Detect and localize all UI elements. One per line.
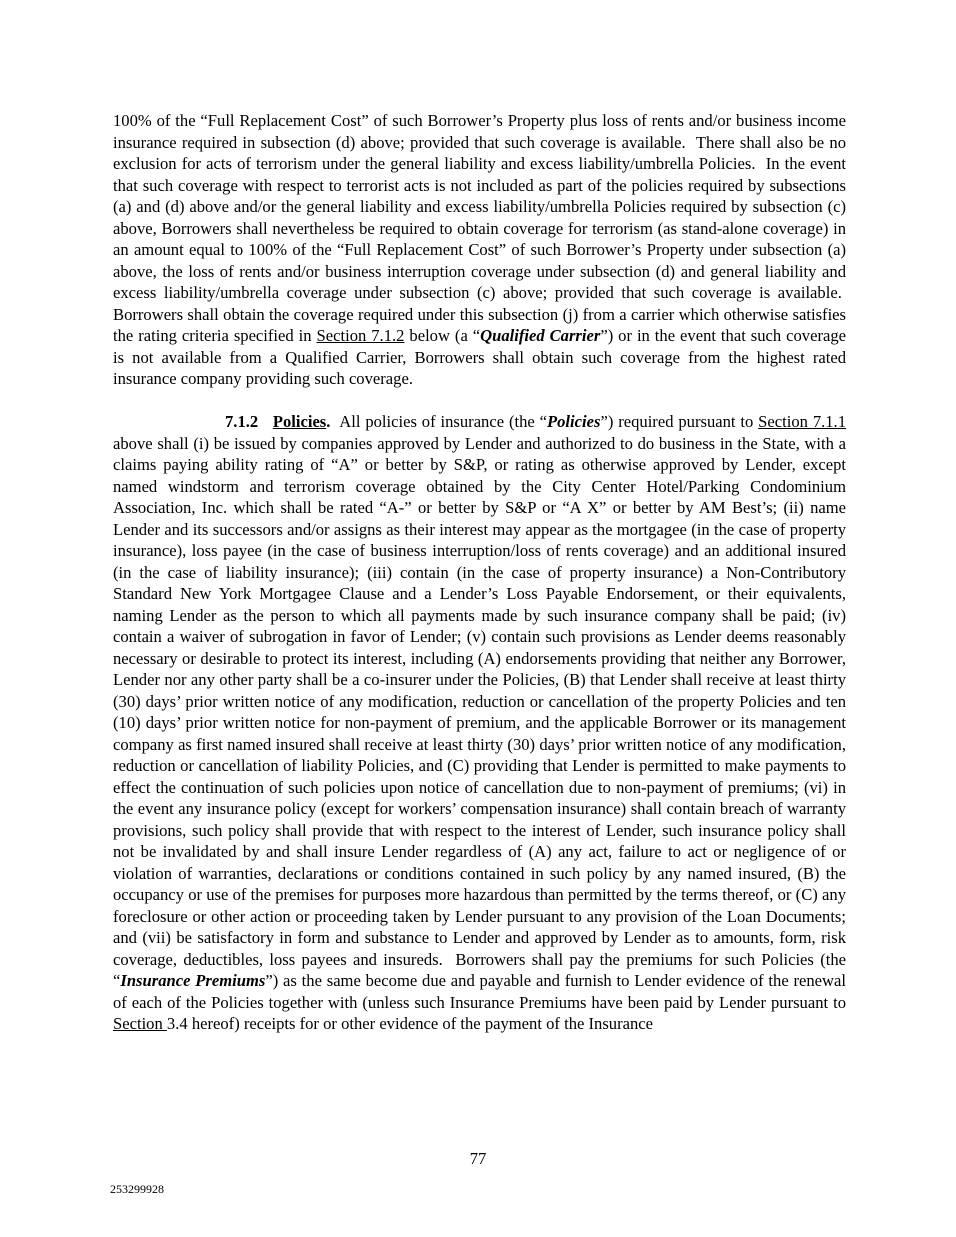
text-run: ”) or in the event that such coverage is not available from a Qualified Carrier, Borrowers shall obtain such coverage from the highest rated insurance company providing such coverage. bbox=[113, 326, 847, 388]
text-run: Policies bbox=[272, 412, 327, 431]
text-run: Qualified Carrier bbox=[480, 326, 601, 345]
text-run: 3.4 hereof) receipts for or other evidence of the payment of the Insurance bbox=[166, 1014, 653, 1033]
text-run bbox=[258, 412, 273, 431]
text-run: Section 7.1.2 bbox=[316, 326, 405, 345]
text-run: below (a “ bbox=[404, 326, 481, 345]
text-run: Section bbox=[113, 1014, 167, 1033]
text-run: above shall (i) be issued by companies approved by Lender and authorized to do business in the State, with a claims paying ability rating of “A” or better by S&P, or rating as otherwise approved by Lender, except named windstorm and terrorism coverage obtained by the City Center Hotel/Parking Condominium Association, Inc. which shall be rated “A-” or better by S&P or “A X” or better by AM Best’s; (ii) name Lender and its successors and/or assigns as their interest may appear as the mortgagee (in the case of property insurance), loss payee (in the case of business interruption/loss of rents coverage) and an additional insured (in the case of liability insurance); (iii) contain (in the case of property insurance) a Non-Contributory Standard New York Mortgagee Clause and a Lender’s Loss Payable Endorsement, or their equivalents, naming Lender as the person to which all payments made by such insurance company shall be paid; (iv) contain a waiver of subrogation in favor of Lender; (v) contain such provisions as Lender deems reasonably necessary or desirable to protect its interest, including (A) endorsements providing that neither any Borrower, Lender nor any other party shall be a co-insurer under the Policies, (B) that Lender shall receive at least thirty (30) days’ prior written notice of any modification, reduction or cancellation of the property Policies and ten (10) days’ prior written notice for non-payment of premium, and the applicable Borrower or its management company as first named insured shall receive at least thirty (30) days’ prior written notice of any modification, reduction or cancellation of liability Policies, and (C) providing that Lender is permitted to make payments to effect the continuation of such policies upon notice of cancellation due to non-payment of premiums; (vi) in the event any insurance policy (except for workers’ compensation insurance) shall contain breach of warranty provisions, such policy shall provide that with respect to the interest of Lender, such insurance policy shall not be invalidated by and shall insure Lender regardless of (A) any act, failure to act or negligence of or violation of warranties, declarations or conditions contained in such policy by any named insured, (B) the occupancy or use of the premises for purposes more hazardous than permitted by the terms thereof, or (C) any foreclosure or other action or proceeding taken by Lender pursuant to any provision of the Loan Documents; and (vii) be satisfactory in form and substance to Lender and approved by Lender as to amounts, form, risk coverage, deductibles, loss payees and insureds. Borrowers shall pay the premiums for such Policies (the “ bbox=[113, 433, 846, 990]
footer-document-id: 253299928 bbox=[110, 1182, 164, 1196]
text-run: All policies of insurance (the “ bbox=[330, 412, 547, 431]
text-run: ”) required pursuant to bbox=[600, 412, 759, 431]
paragraph-subsection-j-continuation bbox=[113, 110, 846, 390]
text-run: 100% of the “Full Replacement Cost” of such Borrower’s Property plus loss of rents and/or business income insurance required in subsection (d) above; provided that such coverage is available. There shall also be no exclusion for acts of terrorism under the general liability and excess liability/umbrella Policies. In the event that such coverage with respect to terrorist acts is not included as part of the policies required by subsections (a) and (d) above and/or the general liability and excess liability/umbrella Policies required by subsection (c) above, Borrowers shall nevertheless be required to obtain coverage for terrorism (as stand-alone coverage) in an amount equal to 100% of the “Full Replacement Cost” of such Borrower’s Property under subsection (a) above, the loss of rents and/or business interruption coverage under subsection (d) and general liability and excess liability/umbrella coverage under subsection (c) above; provided that such coverage is available. Borrowers shall obtain the coverage required under this subsection (j) from a carrier which otherwise satisfies the rating criteria specified in bbox=[113, 111, 846, 345]
paragraph-section-7-1-2-policies bbox=[113, 411, 846, 1035]
document-body bbox=[113, 110, 846, 1035]
text-run: 7.1.2 bbox=[225, 412, 259, 431]
text-run: . bbox=[326, 412, 331, 431]
text-run: Section 7.1.1 bbox=[758, 412, 847, 431]
text-run: Insurance Premiums bbox=[120, 971, 266, 990]
page-number: 77 bbox=[469, 1149, 487, 1168]
text-run: ”) as the same become due and payable and furnish to Lender evidence of the renewal of each of the Policies together with (unless such Insurance Premiums have been paid by Lender pursuant to bbox=[113, 971, 846, 1012]
text-run: Policies bbox=[547, 412, 601, 431]
